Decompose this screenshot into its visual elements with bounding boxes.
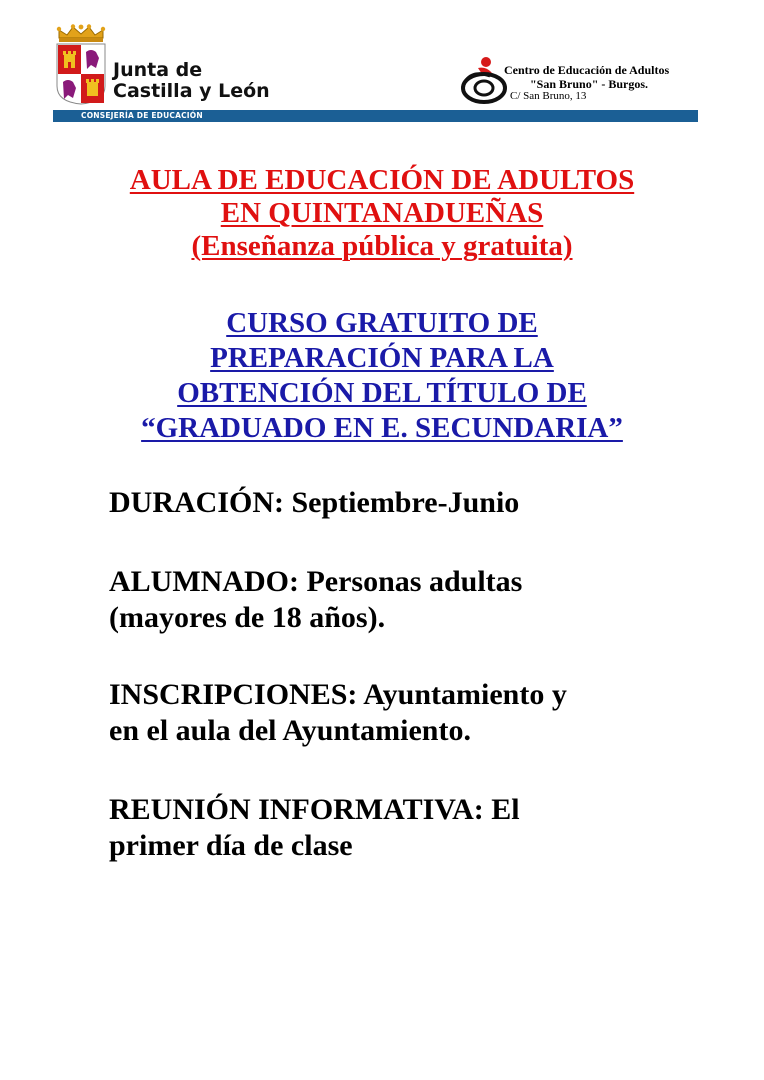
course-line-3: OBTENCIÓN DEL TÍTULO DE [177,377,587,409]
cead-emblem-icon [460,54,510,106]
title-line-1: AULA DE EDUCACIÓN DE ADULTOS [129,164,635,196]
course-line-2: PREPARACIÓN PARA LA [210,342,554,374]
course-line-1: CURSO GRATUITO DE [226,307,538,339]
reunion-text: REUNIÓN INFORMATIVA: El primer día de clase [109,793,520,862]
coat-of-arms-icon [53,24,109,106]
title-line-2: EN QUINTANADUEÑAS [220,197,544,229]
junta-castilla-leon-logo [53,24,283,110]
aula-title [0,164,764,263]
cead-san-bruno-logo: Centro de Educación de Adultos "San Bruno" - Burgos. C/ San Bruno, 13 [460,54,710,106]
consejeria-bar: CONSEJERÍA DE EDUCACIÓN [53,110,698,122]
inscripciones-text: INSCRIPCIONES: Ayuntamiento y en el aula del Ayuntamiento. [109,678,567,747]
course-line-4: “GRADUADO EN E. SECUNDARIA” [141,412,623,444]
junta-castilla-leon-name: Junta de Castilla y León [113,59,270,102]
duracion-text: DURACIÓN: Septiembre-Junio [109,486,520,519]
title-line-3: (Enseñanza pública y gratuita) [191,230,573,262]
course-title [0,306,764,446]
alumnado-text: ALUMNADO: Personas adultas (mayores de 18 años). [109,565,523,634]
